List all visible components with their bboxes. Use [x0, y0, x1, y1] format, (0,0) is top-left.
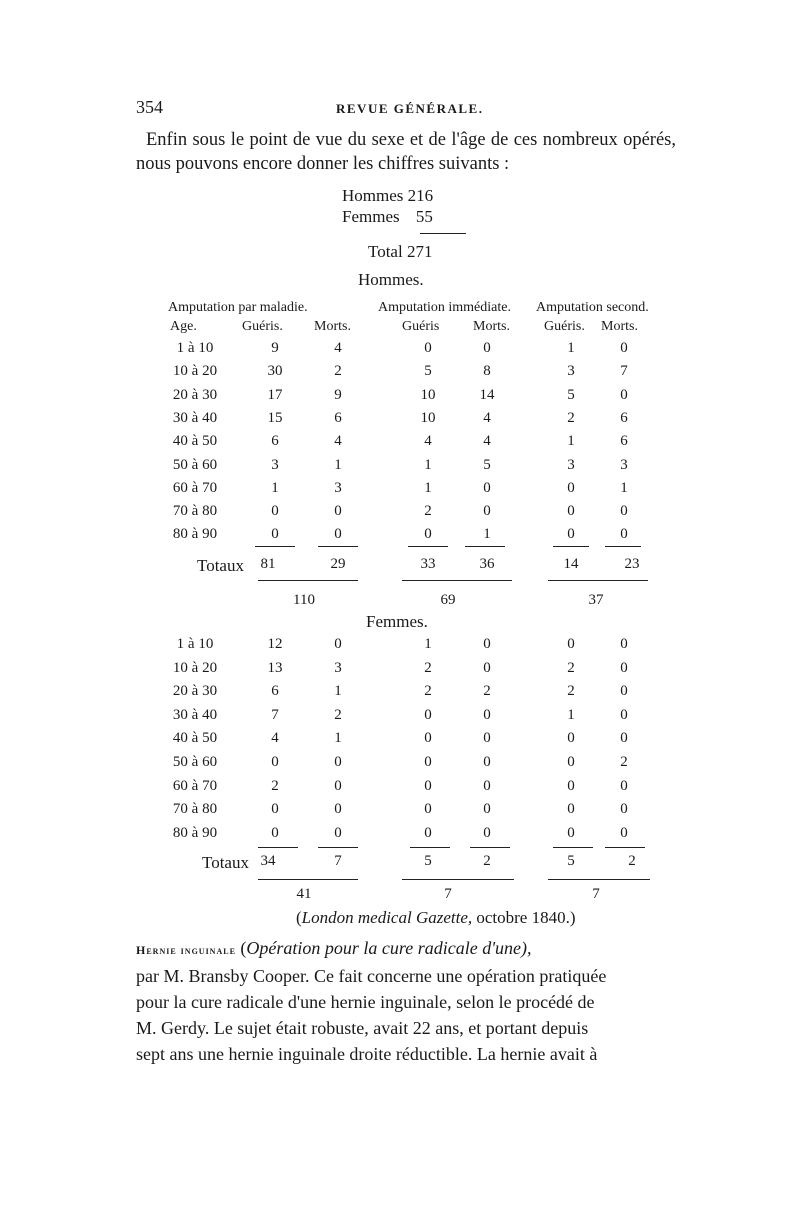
femmes-rule-2 — [318, 847, 358, 848]
femmes-age-cell: 40 à 50 — [172, 730, 218, 747]
femmes-total-cell: 34 — [260, 853, 276, 869]
femmes-value-cell: 0 — [334, 636, 342, 652]
femmes-value-cell: 0 — [620, 824, 628, 841]
femmes-total-cell: 5 — [567, 853, 575, 869]
hommes-value-cell: 5 — [567, 386, 575, 403]
femmes-value-cell: 0 — [567, 636, 575, 652]
femmes-total-cell: 5 — [424, 853, 432, 869]
femmes-value-cell: 0 — [424, 706, 432, 723]
femmes-sum-rule-2 — [402, 879, 514, 880]
hommes-value-cell: 8 — [483, 363, 491, 380]
hommes-value-cell: 10 — [420, 409, 436, 426]
femmes-value-cell: 0 — [424, 730, 432, 747]
femmes-value-cell: 2 — [483, 683, 491, 700]
citation — [296, 908, 576, 928]
hommes-age-cell: 40 à 50 — [172, 433, 218, 450]
femmes-value-cell: 2 — [620, 754, 628, 770]
hommes-age-cell: 10 à 20 — [172, 363, 218, 380]
hernie-line-2: pour la cure radicale d'une hernie inguinale, selon le procédé de — [136, 992, 595, 1012]
femmes-value-cell: 0 — [483, 777, 491, 794]
femmes-value-cell: 7 — [271, 706, 279, 723]
femmes-sum-cell: 41 — [296, 886, 312, 902]
femmes-value-cell: 2 — [424, 683, 432, 700]
hernie-line-1: par M. Bransby Cooper. Ce fait concerne une opération pratiquée — [136, 966, 607, 986]
hommes-value-cell: 1 — [567, 340, 575, 356]
femmes-value-cell: 0 — [567, 730, 575, 747]
hommes-sum-cell: 37 — [588, 592, 604, 608]
subheader-gueris-3: Guéris. — [544, 319, 585, 334]
femmes-value-cell: 0 — [620, 706, 628, 723]
citation-date: octobre 1840.) — [476, 908, 576, 927]
femmes-value-cell: 0 — [483, 754, 491, 770]
femmes-value-cell: 0 — [424, 824, 432, 841]
hommes-sum-cell: 69 — [440, 592, 456, 608]
femmes-rule-5 — [553, 847, 593, 848]
summary-hommes — [342, 186, 433, 206]
hommes-value-cell: 1 — [483, 526, 491, 543]
hommes-value-cell: 3 — [567, 363, 575, 380]
hommes-value-cell: 0 — [271, 503, 279, 520]
hommes-value-cell: 7 — [620, 363, 628, 380]
femmes-value-cell: 2 — [567, 683, 575, 700]
hommes-value-cell: 3 — [620, 456, 628, 473]
femmes-rule-1 — [258, 847, 298, 848]
hommes-rule-1 — [255, 546, 295, 547]
hommes-value-cell: 0 — [620, 503, 628, 520]
femmes-age-cell: 10 à 20 — [172, 659, 218, 676]
femmes-value-cell: 1 — [567, 706, 575, 723]
summary-femmes-label: Femmes — [342, 207, 400, 226]
hommes-total-cell: 29 — [330, 556, 346, 572]
femmes-value-cell: 1 — [424, 636, 432, 652]
hernie-italic: Opération pour la cure radicale d'une), — [246, 938, 532, 958]
hommes-value-cell: 4 — [483, 409, 491, 426]
femmes-age-cell: 80 à 90 — [172, 824, 218, 841]
page-number: 354 — [136, 97, 163, 117]
hommes-sum-rule-1 — [258, 580, 358, 581]
hommes-age-cell: 30 à 40 — [172, 409, 218, 426]
summary-total-value: 271 — [406, 242, 433, 261]
femmes-total-cell: 2 — [628, 853, 636, 869]
femmes-value-cell: 0 — [620, 730, 628, 747]
hernie-line-3: M. Gerdy. Le sujet était robuste, avait 22 ans, et portant depuis — [136, 1018, 589, 1038]
hommes-value-cell: 10 — [420, 386, 436, 403]
hommes-sum-cell: 110 — [293, 592, 315, 608]
hommes-title: Hommes. — [358, 270, 424, 289]
femmes-value-cell: 0 — [483, 801, 491, 818]
hommes-value-cell: 0 — [334, 526, 342, 543]
femmes-value-cell: 0 — [567, 801, 575, 818]
hommes-total-cell: 81 — [260, 556, 276, 572]
hommes-value-cell: 6 — [271, 433, 279, 450]
femmes-age-cell: 70 à 80 — [172, 801, 218, 818]
femmes-value-cell: 0 — [483, 824, 491, 841]
hommes-age-cell: 80 à 90 — [172, 526, 218, 543]
femmes-sum-rule-1 — [258, 879, 358, 880]
hommes-age-cell: 70 à 80 — [172, 503, 218, 520]
hommes-value-cell: 6 — [620, 409, 628, 426]
hommes-value-cell: 0 — [567, 526, 575, 543]
femmes-value-cell: 0 — [567, 824, 575, 841]
hommes-value-cell: 9 — [271, 340, 279, 356]
femmes-value-cell: 6 — [271, 683, 279, 700]
femmes-value-cell: 0 — [334, 777, 342, 794]
hommes-value-cell: 2 — [424, 503, 432, 520]
femmes-value-cell: 0 — [271, 754, 279, 770]
femmes-value-cell: 2 — [424, 659, 432, 676]
citation-journal: London medical Gazette, — [301, 908, 473, 927]
hommes-value-cell: 0 — [334, 503, 342, 520]
femmes-value-cell: 0 — [567, 777, 575, 794]
running-title: REVUE GÉNÉRALE. — [336, 101, 484, 116]
hernie-open: ( — [240, 938, 247, 958]
subheader-gueris-1: Guéris. — [242, 319, 283, 334]
citation-open: ( — [296, 908, 302, 927]
intro-paragraph — [136, 128, 676, 176]
hommes-value-cell: 6 — [620, 433, 628, 450]
femmes-value-cell: 1 — [334, 730, 342, 747]
hommes-total-cell: 33 — [420, 556, 436, 572]
hommes-value-cell: 30 — [267, 363, 283, 380]
femmes-value-cell: 0 — [334, 801, 342, 818]
hernie-first-line — [136, 938, 532, 959]
hommes-rule-3 — [408, 546, 448, 547]
femmes-value-cell: 0 — [620, 801, 628, 818]
hommes-age-cell: 50 à 60 — [172, 456, 218, 473]
hommes-value-cell: 4 — [424, 433, 432, 450]
hommes-value-cell: 6 — [334, 409, 342, 426]
summary-femmes-value: 55 — [415, 207, 433, 226]
femmes-value-cell: 0 — [271, 824, 279, 841]
hommes-value-cell: 4 — [334, 433, 342, 450]
femmes-value-cell: 2 — [334, 706, 342, 723]
subheader-morts-3: Morts. — [601, 319, 638, 334]
hommes-value-cell: 9 — [334, 386, 342, 403]
hommes-value-cell: 0 — [271, 526, 279, 543]
hommes-rule-6 — [605, 546, 641, 547]
femmes-value-cell: 0 — [483, 659, 491, 676]
hommes-value-cell: 4 — [334, 340, 342, 356]
subheader-gueris-2: Guéris — [402, 319, 440, 334]
hommes-totals-label: Totaux — [197, 556, 244, 575]
hommes-total-cell: 23 — [624, 556, 640, 572]
hommes-age-cell: 60 à 70 — [172, 479, 218, 496]
subheader-morts-2: Morts. — [473, 319, 510, 334]
femmes-value-cell: 0 — [620, 777, 628, 794]
femmes-sum-cell: 7 — [592, 886, 600, 902]
hommes-value-cell: 1 — [620, 479, 628, 496]
header-amputation-second: Amputation second. — [536, 300, 649, 315]
femmes-value-cell: 0 — [424, 801, 432, 818]
femmes-totals-label: Totaux — [202, 853, 249, 872]
femmes-value-cell: 0 — [483, 636, 491, 652]
summary-total — [368, 242, 432, 262]
hommes-age-cell: 20 à 30 — [172, 386, 218, 403]
femmes-value-cell: 4 — [271, 730, 279, 747]
summary-total-label: Total — [368, 242, 403, 261]
femmes-value-cell: 0 — [483, 706, 491, 723]
hommes-rule-4 — [465, 546, 505, 547]
hommes-value-cell: 0 — [424, 526, 432, 543]
hommes-value-cell: 14 — [479, 386, 495, 403]
femmes-value-cell: 12 — [267, 636, 283, 652]
femmes-value-cell: 0 — [567, 754, 575, 770]
summary-rule — [420, 233, 466, 234]
femmes-value-cell: 0 — [334, 754, 342, 770]
hommes-sum-rule-3 — [548, 580, 648, 581]
femmes-total-cell: 2 — [483, 853, 491, 869]
femmes-age-cell: 20 à 30 — [172, 683, 218, 700]
hommes-value-cell: 0 — [424, 340, 432, 356]
femmes-age-cell: 30 à 40 — [172, 706, 218, 723]
hommes-value-cell: 17 — [267, 386, 283, 403]
femmes-rule-6 — [605, 847, 645, 848]
femmes-value-cell: 3 — [334, 659, 342, 676]
femmes-title: Femmes. — [366, 612, 428, 631]
femmes-value-cell: 2 — [271, 777, 279, 794]
subheader-morts-1: Morts. — [314, 319, 351, 334]
hommes-value-cell: 1 — [334, 456, 342, 473]
summary-femmes — [342, 207, 433, 227]
hommes-value-cell: 0 — [483, 503, 491, 520]
femmes-total-cell: 7 — [334, 853, 342, 869]
hommes-total-cell: 14 — [563, 556, 579, 572]
hommes-value-cell: 3 — [271, 456, 279, 473]
hommes-value-cell: 3 — [334, 479, 342, 496]
hommes-total-cell: 36 — [479, 556, 495, 572]
summary-hommes-label: Hommes — [342, 186, 404, 205]
femmes-value-cell: 1 — [334, 683, 342, 700]
hommes-value-cell: 1 — [567, 433, 575, 450]
femmes-value-cell: 0 — [424, 754, 432, 770]
femmes-value-cell: 0 — [620, 683, 628, 700]
hommes-value-cell: 1 — [424, 456, 432, 473]
femmes-sum-cell: 7 — [444, 886, 452, 902]
hommes-rule-5 — [553, 546, 589, 547]
hommes-value-cell: 0 — [567, 479, 575, 496]
hernie-heading: Hernie inguinale — [136, 943, 236, 957]
femmes-value-cell: 2 — [567, 659, 575, 676]
femmes-value-cell: 0 — [620, 659, 628, 676]
hommes-value-cell: 4 — [483, 433, 491, 450]
femmes-value-cell: 0 — [271, 801, 279, 818]
femmes-age-cell: 50 à 60 — [172, 754, 218, 770]
hommes-value-cell: 2 — [334, 363, 342, 380]
hommes-value-cell: 0 — [620, 386, 628, 403]
hommes-value-cell: 0 — [483, 340, 491, 356]
hommes-age-cell: 1 à 10 — [176, 340, 214, 356]
femmes-value-cell: 0 — [334, 824, 342, 841]
femmes-value-cell: 0 — [620, 636, 628, 652]
hommes-value-cell: 0 — [620, 340, 628, 356]
intro-text: Enfin sous le point de vue du sexe et de l'âge de ces nombreux opérés, nous pouvons encore donner les chiffres suivants : — [136, 130, 676, 174]
summary-hommes-value: 216 — [407, 186, 434, 205]
hommes-value-cell: 3 — [567, 456, 575, 473]
hommes-value-cell: 15 — [267, 409, 283, 426]
hommes-value-cell: 0 — [620, 526, 628, 543]
hommes-value-cell: 5 — [483, 456, 491, 473]
hommes-value-cell: 5 — [424, 363, 432, 380]
femmes-rule-4 — [470, 847, 510, 848]
femmes-rule-3 — [410, 847, 450, 848]
femmes-sum-rule-3 — [548, 879, 650, 880]
subheader-age: Age. — [170, 319, 197, 334]
hommes-sum-rule-2 — [402, 580, 512, 581]
hommes-rule-2 — [318, 546, 358, 547]
header-amputation-maladie: Amputation par maladie. — [168, 300, 308, 315]
femmes-age-cell: 60 à 70 — [172, 777, 218, 794]
hommes-value-cell: 0 — [567, 503, 575, 520]
femmes-age-cell: 1 à 10 — [176, 636, 214, 652]
hommes-value-cell: 2 — [567, 409, 575, 426]
header-amputation-immediate: Amputation immédiate. — [378, 300, 511, 315]
femmes-value-cell: 0 — [424, 777, 432, 794]
hommes-value-cell: 1 — [424, 479, 432, 496]
hommes-value-cell: 1 — [271, 479, 279, 496]
femmes-value-cell: 0 — [483, 730, 491, 747]
femmes-value-cell: 13 — [267, 659, 283, 676]
hommes-value-cell: 0 — [483, 479, 491, 496]
hernie-line-4: sept ans une hernie inguinale droite réductible. La hernie avait à — [136, 1044, 598, 1064]
